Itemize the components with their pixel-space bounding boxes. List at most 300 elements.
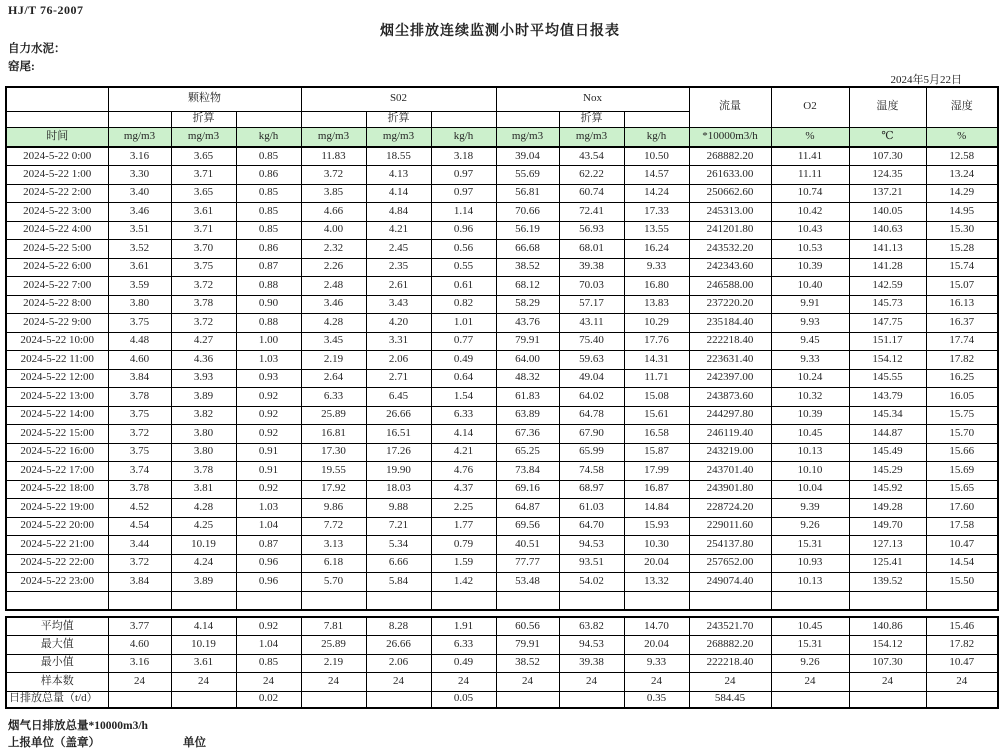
value-cell: 0.92	[236, 480, 301, 499]
blank-cell	[849, 591, 926, 610]
value-cell: 43.11	[559, 314, 624, 333]
blank-cell	[431, 591, 496, 610]
blank-cell	[108, 111, 171, 127]
value-cell: 13.55	[624, 221, 689, 240]
value-cell: 0.55	[431, 258, 496, 277]
summary-row	[6, 636, 998, 655]
value-cell: 3.75	[108, 443, 171, 462]
value-cell: 4.52	[108, 499, 171, 518]
value-cell: 55.69	[496, 166, 559, 185]
value-cell: 70.03	[559, 277, 624, 296]
value-cell: 0.91	[236, 443, 301, 462]
value-cell: 141.28	[849, 258, 926, 277]
blank-cell	[6, 591, 108, 610]
blank-cell	[431, 111, 496, 127]
value-cell: 59.63	[559, 351, 624, 370]
value-cell: 144.87	[849, 425, 926, 444]
value-cell: 0.97	[431, 166, 496, 185]
value-cell: 15.65	[926, 480, 998, 499]
value-cell: 4.24	[171, 554, 236, 573]
value-cell: 1.59	[431, 554, 496, 573]
value-cell: 4.54	[108, 517, 171, 536]
value-cell: 15.70	[926, 425, 998, 444]
table-row	[6, 277, 998, 296]
value-cell: 10.29	[624, 314, 689, 333]
value-cell: 249074.40	[689, 573, 771, 592]
summary-value-cell: 1.91	[431, 617, 496, 636]
value-cell: 10.47	[926, 536, 998, 555]
company-label: 自力水泥：	[8, 43, 66, 55]
value-cell: 15.07	[926, 277, 998, 296]
time-cell: 2024-5-22 21:00	[6, 536, 108, 555]
value-cell: 3.80	[171, 443, 236, 462]
value-cell: 43.54	[559, 147, 624, 166]
value-cell: 9.88	[366, 499, 431, 518]
value-cell: 73.84	[496, 462, 559, 481]
value-cell: 15.74	[926, 258, 998, 277]
reporting-unit-label: 上报单位（盖章）	[8, 737, 100, 749]
value-cell: 228724.20	[689, 499, 771, 518]
summary-value-cell: 3.16	[108, 654, 171, 673]
value-cell: 0.92	[236, 406, 301, 425]
value-cell: 3.74	[108, 462, 171, 481]
blank-cell	[236, 591, 301, 610]
monitoring-table	[5, 86, 999, 611]
summary-value-cell: 3.61	[171, 654, 236, 673]
value-cell: 61.83	[496, 388, 559, 407]
summary-value-cell: 94.53	[559, 636, 624, 655]
value-cell: 10.39	[771, 258, 849, 277]
value-cell: 3.61	[171, 203, 236, 222]
value-cell: 16.51	[366, 425, 431, 444]
value-cell: 62.22	[559, 166, 624, 185]
value-cell: 56.81	[496, 184, 559, 203]
time-cell: 2024-5-22 4:00	[6, 221, 108, 240]
value-cell: 2.48	[301, 277, 366, 296]
value-cell: 58.29	[496, 295, 559, 314]
table-row	[6, 314, 998, 333]
value-cell: 2.71	[366, 369, 431, 388]
value-cell: 125.41	[849, 554, 926, 573]
standard-code: HJ/T 76-2007	[8, 3, 84, 17]
value-cell: 79.91	[496, 332, 559, 351]
value-cell: 10.74	[771, 184, 849, 203]
time-cell: 2024-5-22 15:00	[6, 425, 108, 444]
value-cell: 1.03	[236, 351, 301, 370]
value-cell: 1.42	[431, 573, 496, 592]
value-cell: 15.31	[771, 536, 849, 555]
summary-value-cell: 24	[624, 673, 689, 692]
value-cell: 3.51	[108, 221, 171, 240]
value-cell: 67.90	[559, 425, 624, 444]
value-cell: 0.87	[236, 536, 301, 555]
value-cell: 3.31	[366, 332, 431, 351]
value-cell: 0.77	[431, 332, 496, 351]
value-cell: 261633.00	[689, 166, 771, 185]
unit-cell: mg/m3	[366, 127, 431, 147]
value-cell: 68.12	[496, 277, 559, 296]
flue-gas-daily-total-label: 烟气日排放总量*10000m3/h	[8, 720, 148, 732]
value-cell: 14.54	[926, 554, 998, 573]
value-cell: 268882.20	[689, 147, 771, 166]
value-cell: 3.75	[108, 406, 171, 425]
value-cell: 10.39	[771, 406, 849, 425]
value-cell: 6.33	[431, 406, 496, 425]
value-cell: 145.49	[849, 443, 926, 462]
value-cell: 19.55	[301, 462, 366, 481]
value-cell: 4.60	[108, 351, 171, 370]
value-cell: 6.66	[366, 554, 431, 573]
value-cell: 15.93	[624, 517, 689, 536]
value-cell: 4.48	[108, 332, 171, 351]
value-cell: 1.54	[431, 388, 496, 407]
summary-value-cell: 243521.70	[689, 617, 771, 636]
value-cell: 0.87	[236, 258, 301, 277]
value-cell: 11.11	[771, 166, 849, 185]
summary-value-cell: 24	[849, 673, 926, 692]
value-cell: 246119.40	[689, 425, 771, 444]
summary-value-cell: 2.19	[301, 654, 366, 673]
value-cell: 17.26	[366, 443, 431, 462]
summary-value-cell: 26.66	[366, 636, 431, 655]
blank-cell	[366, 591, 431, 610]
value-cell: 1.01	[431, 314, 496, 333]
value-cell: 10.45	[771, 425, 849, 444]
value-cell: 17.60	[926, 499, 998, 518]
value-cell: 0.85	[236, 203, 301, 222]
value-cell: 2.19	[301, 351, 366, 370]
value-cell: 0.92	[236, 425, 301, 444]
value-cell: 65.99	[559, 443, 624, 462]
blank-cell	[236, 111, 301, 127]
value-cell: 9.39	[771, 499, 849, 518]
summary-label: 最小值	[6, 654, 108, 673]
table-row	[6, 166, 998, 185]
summary-value-cell: 4.14	[171, 617, 236, 636]
table-row	[6, 536, 998, 555]
daily-total-value-cell: 0.35	[624, 691, 689, 708]
value-cell: 15.08	[624, 388, 689, 407]
value-cell: 53.48	[496, 573, 559, 592]
time-cell: 2024-5-22 23:00	[6, 573, 108, 592]
summary-row	[6, 673, 998, 692]
value-cell: 3.71	[171, 221, 236, 240]
value-cell: 13.83	[624, 295, 689, 314]
value-cell: 4.27	[171, 332, 236, 351]
blank-cell	[496, 111, 559, 127]
value-cell: 145.73	[849, 295, 926, 314]
value-cell: 3.72	[171, 314, 236, 333]
value-cell: 3.78	[108, 388, 171, 407]
value-cell: 4.14	[366, 184, 431, 203]
table-row	[6, 147, 998, 166]
value-cell: 145.29	[849, 462, 926, 481]
units-row	[6, 127, 998, 147]
summary-value-cell: 25.89	[301, 636, 366, 655]
value-cell: 3.89	[171, 388, 236, 407]
value-cell: 5.84	[366, 573, 431, 592]
time-cell: 2024-5-22 22:00	[6, 554, 108, 573]
value-cell: 14.31	[624, 351, 689, 370]
value-cell: 3.82	[171, 406, 236, 425]
summary-value-cell: 268882.20	[689, 636, 771, 655]
value-cell: 13.32	[624, 573, 689, 592]
value-cell: 5.34	[366, 536, 431, 555]
value-cell: 17.76	[624, 332, 689, 351]
value-cell: 57.17	[559, 295, 624, 314]
value-cell: 243701.40	[689, 462, 771, 481]
value-cell: 3.71	[171, 166, 236, 185]
report-date: 2024年5月22日	[890, 74, 962, 86]
value-cell: 4.84	[366, 203, 431, 222]
value-cell: 10.32	[771, 388, 849, 407]
converted-label-nox: 折算	[559, 111, 624, 127]
table-row	[6, 295, 998, 314]
value-cell: 3.45	[301, 332, 366, 351]
value-cell: 38.52	[496, 258, 559, 277]
value-cell: 2.06	[366, 351, 431, 370]
value-cell: 3.72	[301, 166, 366, 185]
value-cell: 4.25	[171, 517, 236, 536]
table-row	[6, 462, 998, 481]
unit-cell: mg/m3	[301, 127, 366, 147]
time-cell: 2024-5-22 5:00	[6, 240, 108, 259]
value-cell: 3.59	[108, 277, 171, 296]
value-cell: 4.28	[301, 314, 366, 333]
blank-cell	[771, 591, 849, 610]
time-cell: 2024-5-22 16:00	[6, 443, 108, 462]
daily-total-value-cell	[301, 691, 366, 708]
value-cell: 3.78	[108, 480, 171, 499]
value-cell: 10.19	[171, 536, 236, 555]
value-cell: 3.89	[171, 573, 236, 592]
value-cell: 3.18	[431, 147, 496, 166]
value-cell: 93.51	[559, 554, 624, 573]
value-cell: 4.13	[366, 166, 431, 185]
group-particulate: 颗粒物	[108, 87, 301, 111]
value-cell: 74.58	[559, 462, 624, 481]
value-cell: 243532.20	[689, 240, 771, 259]
summary-label: 最大值	[6, 636, 108, 655]
value-cell: 0.88	[236, 314, 301, 333]
value-cell: 1.14	[431, 203, 496, 222]
value-cell: 0.79	[431, 536, 496, 555]
blank-cell	[171, 591, 236, 610]
value-cell: 10.53	[771, 240, 849, 259]
blank-cell	[301, 591, 366, 610]
value-cell: 15.87	[624, 443, 689, 462]
value-cell: 3.84	[108, 369, 171, 388]
summary-value-cell: 6.33	[431, 636, 496, 655]
value-cell: 10.43	[771, 221, 849, 240]
unit-cell: kg/h	[431, 127, 496, 147]
col-header-humidity: 湿度	[926, 87, 998, 127]
table-row	[6, 184, 998, 203]
summary-value-cell: 24	[171, 673, 236, 692]
summary-value-cell: 24	[689, 673, 771, 692]
summary-value-cell: 15.31	[771, 636, 849, 655]
daily-total-label: 日排放总量（t/d）	[6, 691, 108, 708]
value-cell: 0.86	[236, 166, 301, 185]
value-cell: 12.58	[926, 147, 998, 166]
value-cell: 16.25	[926, 369, 998, 388]
summary-value-cell: 15.46	[926, 617, 998, 636]
table-row	[6, 221, 998, 240]
value-cell: 2.45	[366, 240, 431, 259]
value-cell: 16.81	[301, 425, 366, 444]
value-cell: 18.03	[366, 480, 431, 499]
value-cell: 0.56	[431, 240, 496, 259]
value-cell: 145.92	[849, 480, 926, 499]
summary-value-cell: 60.56	[496, 617, 559, 636]
value-cell: 15.66	[926, 443, 998, 462]
value-cell: 64.87	[496, 499, 559, 518]
value-cell: 15.30	[926, 221, 998, 240]
value-cell: 2.32	[301, 240, 366, 259]
value-cell: 4.00	[301, 221, 366, 240]
value-cell: 254137.80	[689, 536, 771, 555]
value-cell: 69.56	[496, 517, 559, 536]
summary-value-cell: 17.82	[926, 636, 998, 655]
summary-value-cell: 3.77	[108, 617, 171, 636]
unit-cell: kg/h	[236, 127, 301, 147]
time-cell: 2024-5-22 9:00	[6, 314, 108, 333]
time-cell: 2024-5-22 0:00	[6, 147, 108, 166]
unit-label: 单位	[183, 737, 206, 749]
value-cell: 0.49	[431, 351, 496, 370]
value-cell: 4.37	[431, 480, 496, 499]
value-cell: 16.80	[624, 277, 689, 296]
daily-total-value-cell	[771, 691, 849, 708]
table-row	[6, 351, 998, 370]
table-row	[6, 499, 998, 518]
value-cell: 4.20	[366, 314, 431, 333]
group-header-row	[6, 87, 998, 111]
summary-label: 样本数	[6, 673, 108, 692]
daily-total-value-cell	[108, 691, 171, 708]
daily-total-value-cell: 0.02	[236, 691, 301, 708]
value-cell: 25.89	[301, 406, 366, 425]
daily-total-value-cell	[849, 691, 926, 708]
value-cell: 6.33	[301, 388, 366, 407]
value-cell: 10.13	[771, 573, 849, 592]
value-cell: 3.70	[171, 240, 236, 259]
value-cell: 0.64	[431, 369, 496, 388]
table-row	[6, 443, 998, 462]
value-cell: 69.16	[496, 480, 559, 499]
time-cell: 2024-5-22 12:00	[6, 369, 108, 388]
value-cell: 0.96	[236, 554, 301, 573]
summary-row	[6, 654, 998, 673]
value-cell: 0.85	[236, 221, 301, 240]
value-cell: 56.93	[559, 221, 624, 240]
table-row	[6, 369, 998, 388]
value-cell: 3.78	[171, 295, 236, 314]
value-cell: 140.63	[849, 221, 926, 240]
daily-total-value-cell	[171, 691, 236, 708]
value-cell: 3.65	[171, 184, 236, 203]
value-cell: 6.45	[366, 388, 431, 407]
value-cell: 2.64	[301, 369, 366, 388]
summary-value-cell: 39.38	[559, 654, 624, 673]
value-cell: 7.21	[366, 517, 431, 536]
value-cell: 3.44	[108, 536, 171, 555]
time-cell: 2024-5-22 17:00	[6, 462, 108, 481]
value-cell: 10.42	[771, 203, 849, 222]
unit-cell: mg/m3	[559, 127, 624, 147]
value-cell: 16.05	[926, 388, 998, 407]
value-cell: 151.17	[849, 332, 926, 351]
value-cell: 39.04	[496, 147, 559, 166]
value-cell: 68.97	[559, 480, 624, 499]
value-cell: 3.75	[171, 258, 236, 277]
value-cell: 77.77	[496, 554, 559, 573]
value-cell: 154.12	[849, 351, 926, 370]
summary-value-cell: 63.82	[559, 617, 624, 636]
blank-cell	[108, 591, 171, 610]
summary-value-cell: 0.92	[236, 617, 301, 636]
summary-value-cell: 24	[771, 673, 849, 692]
converted-label-so2: 折算	[366, 111, 431, 127]
value-cell: 60.74	[559, 184, 624, 203]
value-cell: 4.21	[366, 221, 431, 240]
value-cell: 147.75	[849, 314, 926, 333]
value-cell: 3.40	[108, 184, 171, 203]
value-cell: 17.82	[926, 351, 998, 370]
blank-cell	[559, 591, 624, 610]
value-cell: 72.41	[559, 203, 624, 222]
value-cell: 10.13	[771, 443, 849, 462]
value-cell: 16.24	[624, 240, 689, 259]
value-cell: 15.75	[926, 406, 998, 425]
value-cell: 1.00	[236, 332, 301, 351]
value-cell: 19.90	[366, 462, 431, 481]
value-cell: 3.78	[171, 462, 236, 481]
daily-total-value-cell: 584.45	[689, 691, 771, 708]
value-cell: 143.79	[849, 388, 926, 407]
summary-value-cell: 10.19	[171, 636, 236, 655]
value-cell: 222218.40	[689, 332, 771, 351]
value-cell: 246588.00	[689, 277, 771, 296]
value-cell: 64.78	[559, 406, 624, 425]
value-cell: 17.33	[624, 203, 689, 222]
value-cell: 11.83	[301, 147, 366, 166]
value-cell: 237220.20	[689, 295, 771, 314]
daily-total-value-cell	[559, 691, 624, 708]
summary-label: 平均值	[6, 617, 108, 636]
time-cell: 2024-5-22 7:00	[6, 277, 108, 296]
time-cell: 2024-5-22 11:00	[6, 351, 108, 370]
summary-value-cell: 9.33	[624, 654, 689, 673]
table-row	[6, 258, 998, 277]
summary-value-cell: 20.04	[624, 636, 689, 655]
value-cell: 3.16	[108, 147, 171, 166]
value-cell: 4.76	[431, 462, 496, 481]
table-row	[6, 517, 998, 536]
blank-cell	[496, 591, 559, 610]
value-cell: 68.01	[559, 240, 624, 259]
value-cell: 3.61	[108, 258, 171, 277]
value-cell: 14.24	[624, 184, 689, 203]
table-row	[6, 203, 998, 222]
summary-value-cell: 2.06	[366, 654, 431, 673]
value-cell: 10.24	[771, 369, 849, 388]
unit-cell: mg/m3	[108, 127, 171, 147]
value-cell: 4.28	[171, 499, 236, 518]
value-cell: 3.75	[108, 314, 171, 333]
summary-value-cell: 24	[301, 673, 366, 692]
value-cell: 48.32	[496, 369, 559, 388]
